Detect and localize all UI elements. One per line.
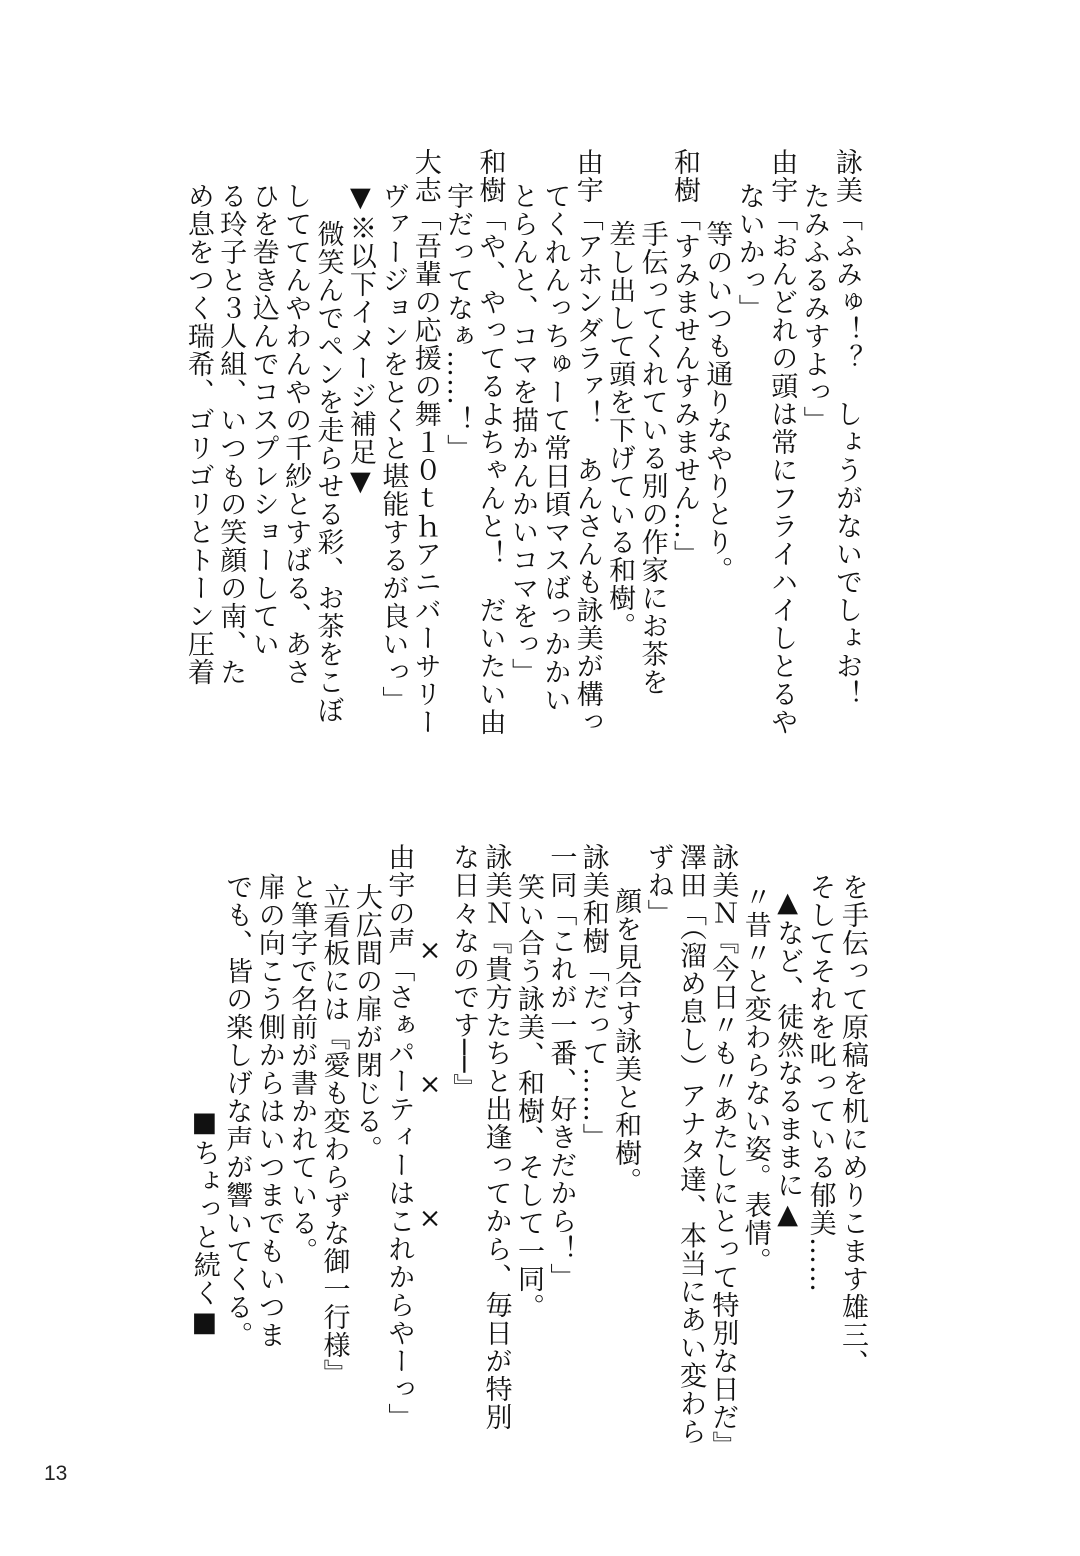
dialogue-line: 由宇「おんどれの頭は常にフライハイしとるや [766,148,798,736]
narration-line: 詠美Ｎ『今日〃も〃あたしにとって特別な日だ』 [707,843,739,1459]
to-be-continued-mark: ■ちょっと続く■ [188,1107,220,1339]
stage-direction: ▲など、徒然なるままに▲ [772,887,804,1231]
dialogue-continuation: とらんと、コマを描かんかいコマをっ」 [506,182,538,686]
stage-direction: 微笑んでペンを走らせる彩、お茶をこぼ [312,220,344,724]
dialogue-line: 澤田「（溜め息し）アナタ達、本当にあい変わら [674,843,706,1446]
stage-direction: しててんやわんやの千紗とすばる、あさ [280,182,312,686]
dialogue-continuation: 宇だってなぁ……！」 [442,182,474,462]
stage-direction: め息をつく瑞希、ゴリゴリとトーン圧着 [182,182,214,686]
scene-break-mark: × [418,1069,443,1100]
dialogue-line: 詠美和樹「だって……」 [577,843,609,1151]
dialogue-line: 一同「これが一番、好きだから！」 [545,843,577,1291]
stage-direction: 〃昔〃と変わらない姿。表情。 [739,883,771,1275]
stage-direction: 差し出して頭を下げている和樹。 [604,220,636,640]
dialogue-continuation: ずね」 [642,843,674,927]
scene-break-mark: × [418,935,443,966]
scene-break-mark: × [418,1203,443,1234]
stage-direction: と筆字で名前が書かれている。 [286,873,318,1265]
dialogue-continuation: ヴァージョンをとくと堪能するが良いっ」 [377,182,409,714]
narration-line: 詠美Ｎ『貴方たちと出逢ってから、毎日が特別 [480,843,512,1431]
stage-direction: 等のいつも通りなやりとり。 [701,220,733,584]
dialogue-continuation: たみふるみすよっ」 [798,182,830,434]
dialogue-line: 和樹「すみませんすみません…」 [668,148,700,568]
stage-direction: 大広間の扉が閉じる。 [350,883,382,1163]
narration-continuation: な日々なのです──』 [448,843,480,1102]
stage-direction: ひを巻き込んでコスプレショーしてい [247,182,279,658]
stage-direction: を手伝って原稿を机にめりこます雄三、 [837,873,868,1377]
dialogue-line: 和樹「や、やってるよちゃんと！ だいたい由 [474,148,506,736]
dialogue-line: 詠美「ふみゅ！？ しょうがないでしょお！ [831,148,862,708]
scene-break [414,843,446,1263]
dialogue-continuation: てくれんっちゅーて常日頃マスばっかかい [539,182,571,714]
dialogue-continuation: ないかっ」 [733,182,765,322]
stage-direction: でも、皆の楽しげな声が響いてくる。 [221,873,253,1349]
dialogue-line: 大志「吾輩の応援の舞１０ｔｈアニバーサリー [409,148,441,736]
stage-direction: 顔を見合す詠美と和樹。 [610,887,642,1195]
script-text-upper-section [181,148,862,736]
stage-direction: 手伝ってくれている別の作家にお茶を [636,220,668,696]
stage-direction: 立看板には『愛も変わらずな御一行様』 [318,883,350,1387]
stage-direction: そしてそれを叱っている郁美…… [804,873,836,1293]
stage-direction: る玲子と３人組、いつもの笑顔の南、た [215,182,247,686]
stage-direction: 扉の向こう側からはいつまでもいつま [253,873,285,1349]
image-note-heading: ▼※以下イメージ補足▼ [344,182,376,498]
script-text-lower-section [187,843,868,1459]
dialogue-line: 由宇の声「さぁパーティーはこれからやーっ」 [383,843,415,1431]
dialogue-line: 由宇「アホンダラァ！ あんさんも詠美が構っ [571,148,603,736]
stage-direction: 笑い合う詠美、和樹、そして一同。 [512,873,544,1321]
page-number: 13 [44,1462,68,1485]
